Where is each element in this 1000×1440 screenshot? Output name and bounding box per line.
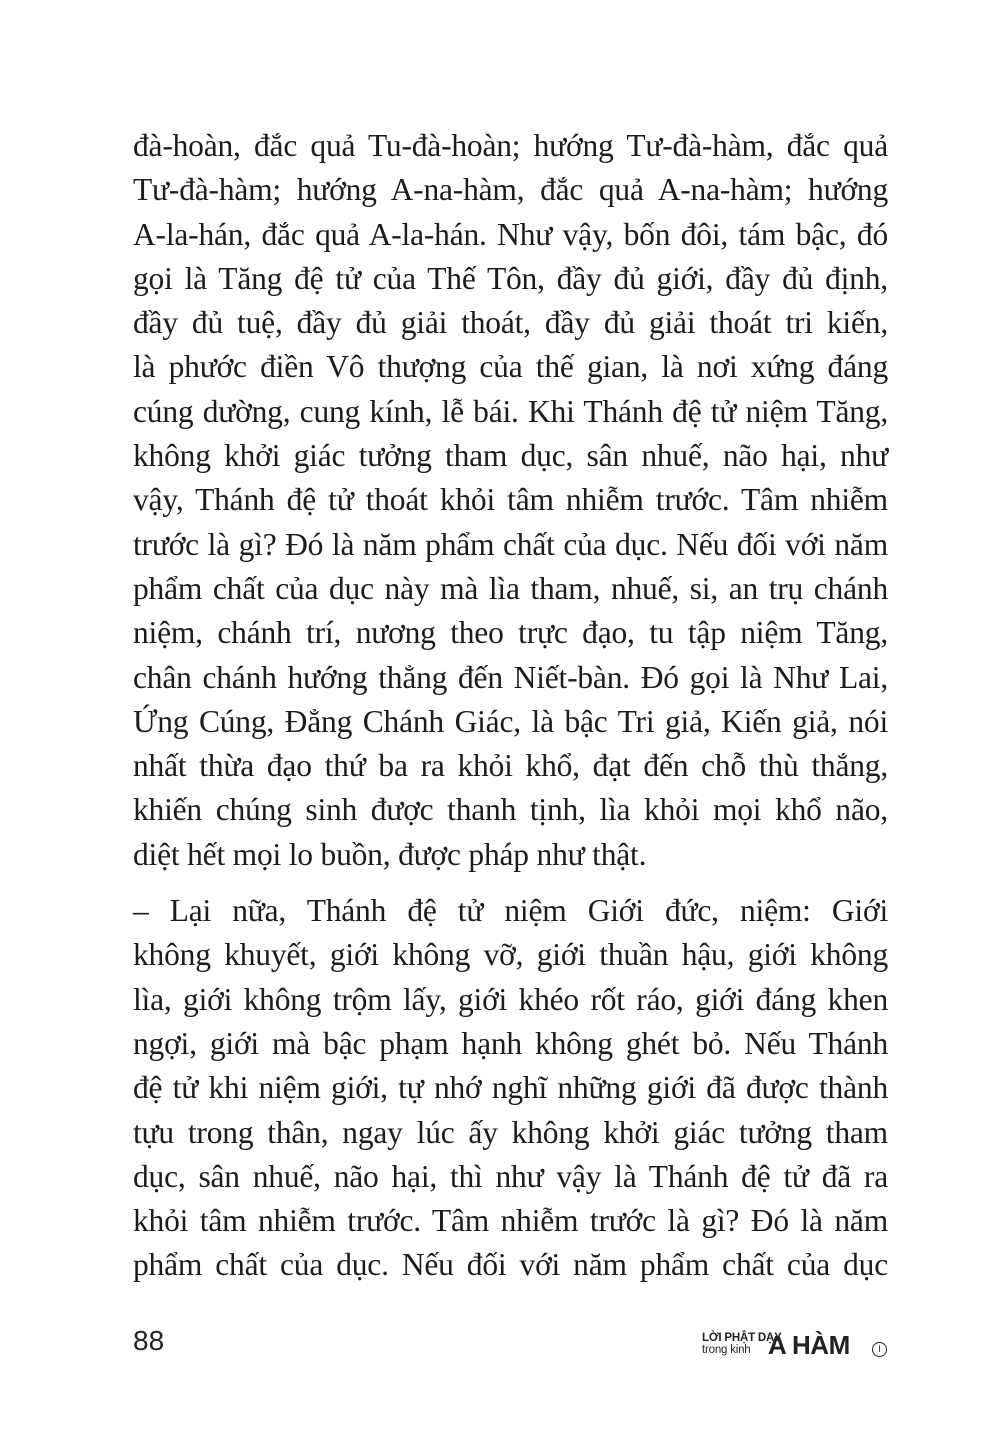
text-line: diệt hết mọi lo buồn, được pháp như thật. [133,836,647,872]
text-line: không khởi giác tưởng tham dục, sân nhuế, não hại, như [133,438,888,474]
text-line: – Lại nữa, Thánh đệ tử niệm Giới đức, niệm: Giới [133,893,888,929]
running-title-main: A HÀM [768,1330,850,1360]
text-line: tựu trong thân, ngay lúc ấy không khởi giác tưởng tham [133,1114,888,1150]
text-line: ngợi, giới mà bậc phạm hạnh không ghét bỏ. Nếu Thánh [133,1025,888,1061]
text-line: trước là gì? Đó là năm phẩm chất của dục. Nếu đối với năm [133,526,888,562]
text-line: là phước điền Vô thượng của thế gian, là nơi xứng đáng [133,349,888,385]
text-line: niệm, chánh trí, nương theo trực đạo, tu tập niệm Tăng, [133,615,888,651]
text-line: phẩm chất của dục. Nếu đối với năm phẩm chất của dục [133,1247,888,1283]
running-title-line1: LỜI PHẬT DẠY [702,1332,782,1344]
text-line: khiến chúng sinh được thanh tịnh, lìa khỏi mọi khổ não, [133,792,888,828]
text-line: khỏi tâm nhiễm trước. Tâm nhiễm trước là gì? Đó là năm [133,1203,888,1239]
text-line: nhất thừa đạo thứ ba ra khỏi khổ, đạt đến chỗ thù thắng, [133,748,888,784]
text-line: không khuyết, giới không vỡ, giới thuần hậu, giới không [133,937,888,973]
text-line: phẩm chất của dục này mà lìa tham, nhuế, si, an trụ chánh [133,570,888,606]
paragraph-gap [133,877,888,889]
volume-badge: I [872,1342,887,1357]
page-number: 88 [133,1325,165,1356]
running-title-line2: trong kinh [702,1344,751,1356]
text-line: vậy, Thánh đệ tử thoát khỏi tâm nhiễm trước. Tâm nhiễm [133,482,888,518]
text-line: cúng dường, cung kính, lễ bái. Khi Thánh đệ tử niệm Tăng, [133,393,888,429]
text-line: Tư-đà-hàm; hướng A-na-hàm, đắc quả A-na-hàm; hướng [133,172,888,208]
text-line: đầy đủ tuệ, đầy đủ giải thoát, đầy đủ giải thoát tri kiến, [133,305,888,341]
text-line: đệ tử khi niệm giới, tự nhớ nghĩ những giới đã được thành [133,1070,888,1106]
body-text [133,124,888,1288]
text-line: gọi là Tăng đệ tử của Thế Tôn, đầy đủ giới, đầy đủ định, [133,260,888,296]
running-title-logo [702,1330,892,1364]
text-line: A-la-hán, đắc quả A-la-hán. Như vậy, bốn đôi, tám bậc, đó [133,216,888,252]
text-line: lìa, giới không trộm lấy, giới khéo rốt ráo, giới đáng khen [133,981,888,1017]
paragraph-2 [133,889,888,1288]
text-line: đà-hoàn, đắc quả Tu-đà-hoàn; hướng Tư-đà-hàm, đắc quả [133,128,888,163]
text-line: chân chánh hướng thẳng đến Niết-bàn. Đó gọi là Như Lai, [133,659,888,695]
paragraph-1 [133,124,888,877]
text-line: dục, sân nhuế, não hại, thì như vậy là Thánh đệ tử đã ra [133,1158,888,1194]
text-line: Ứng Cúng, Đẳng Chánh Giác, là bậc Tri giả, Kiến giả, nói [133,703,888,739]
